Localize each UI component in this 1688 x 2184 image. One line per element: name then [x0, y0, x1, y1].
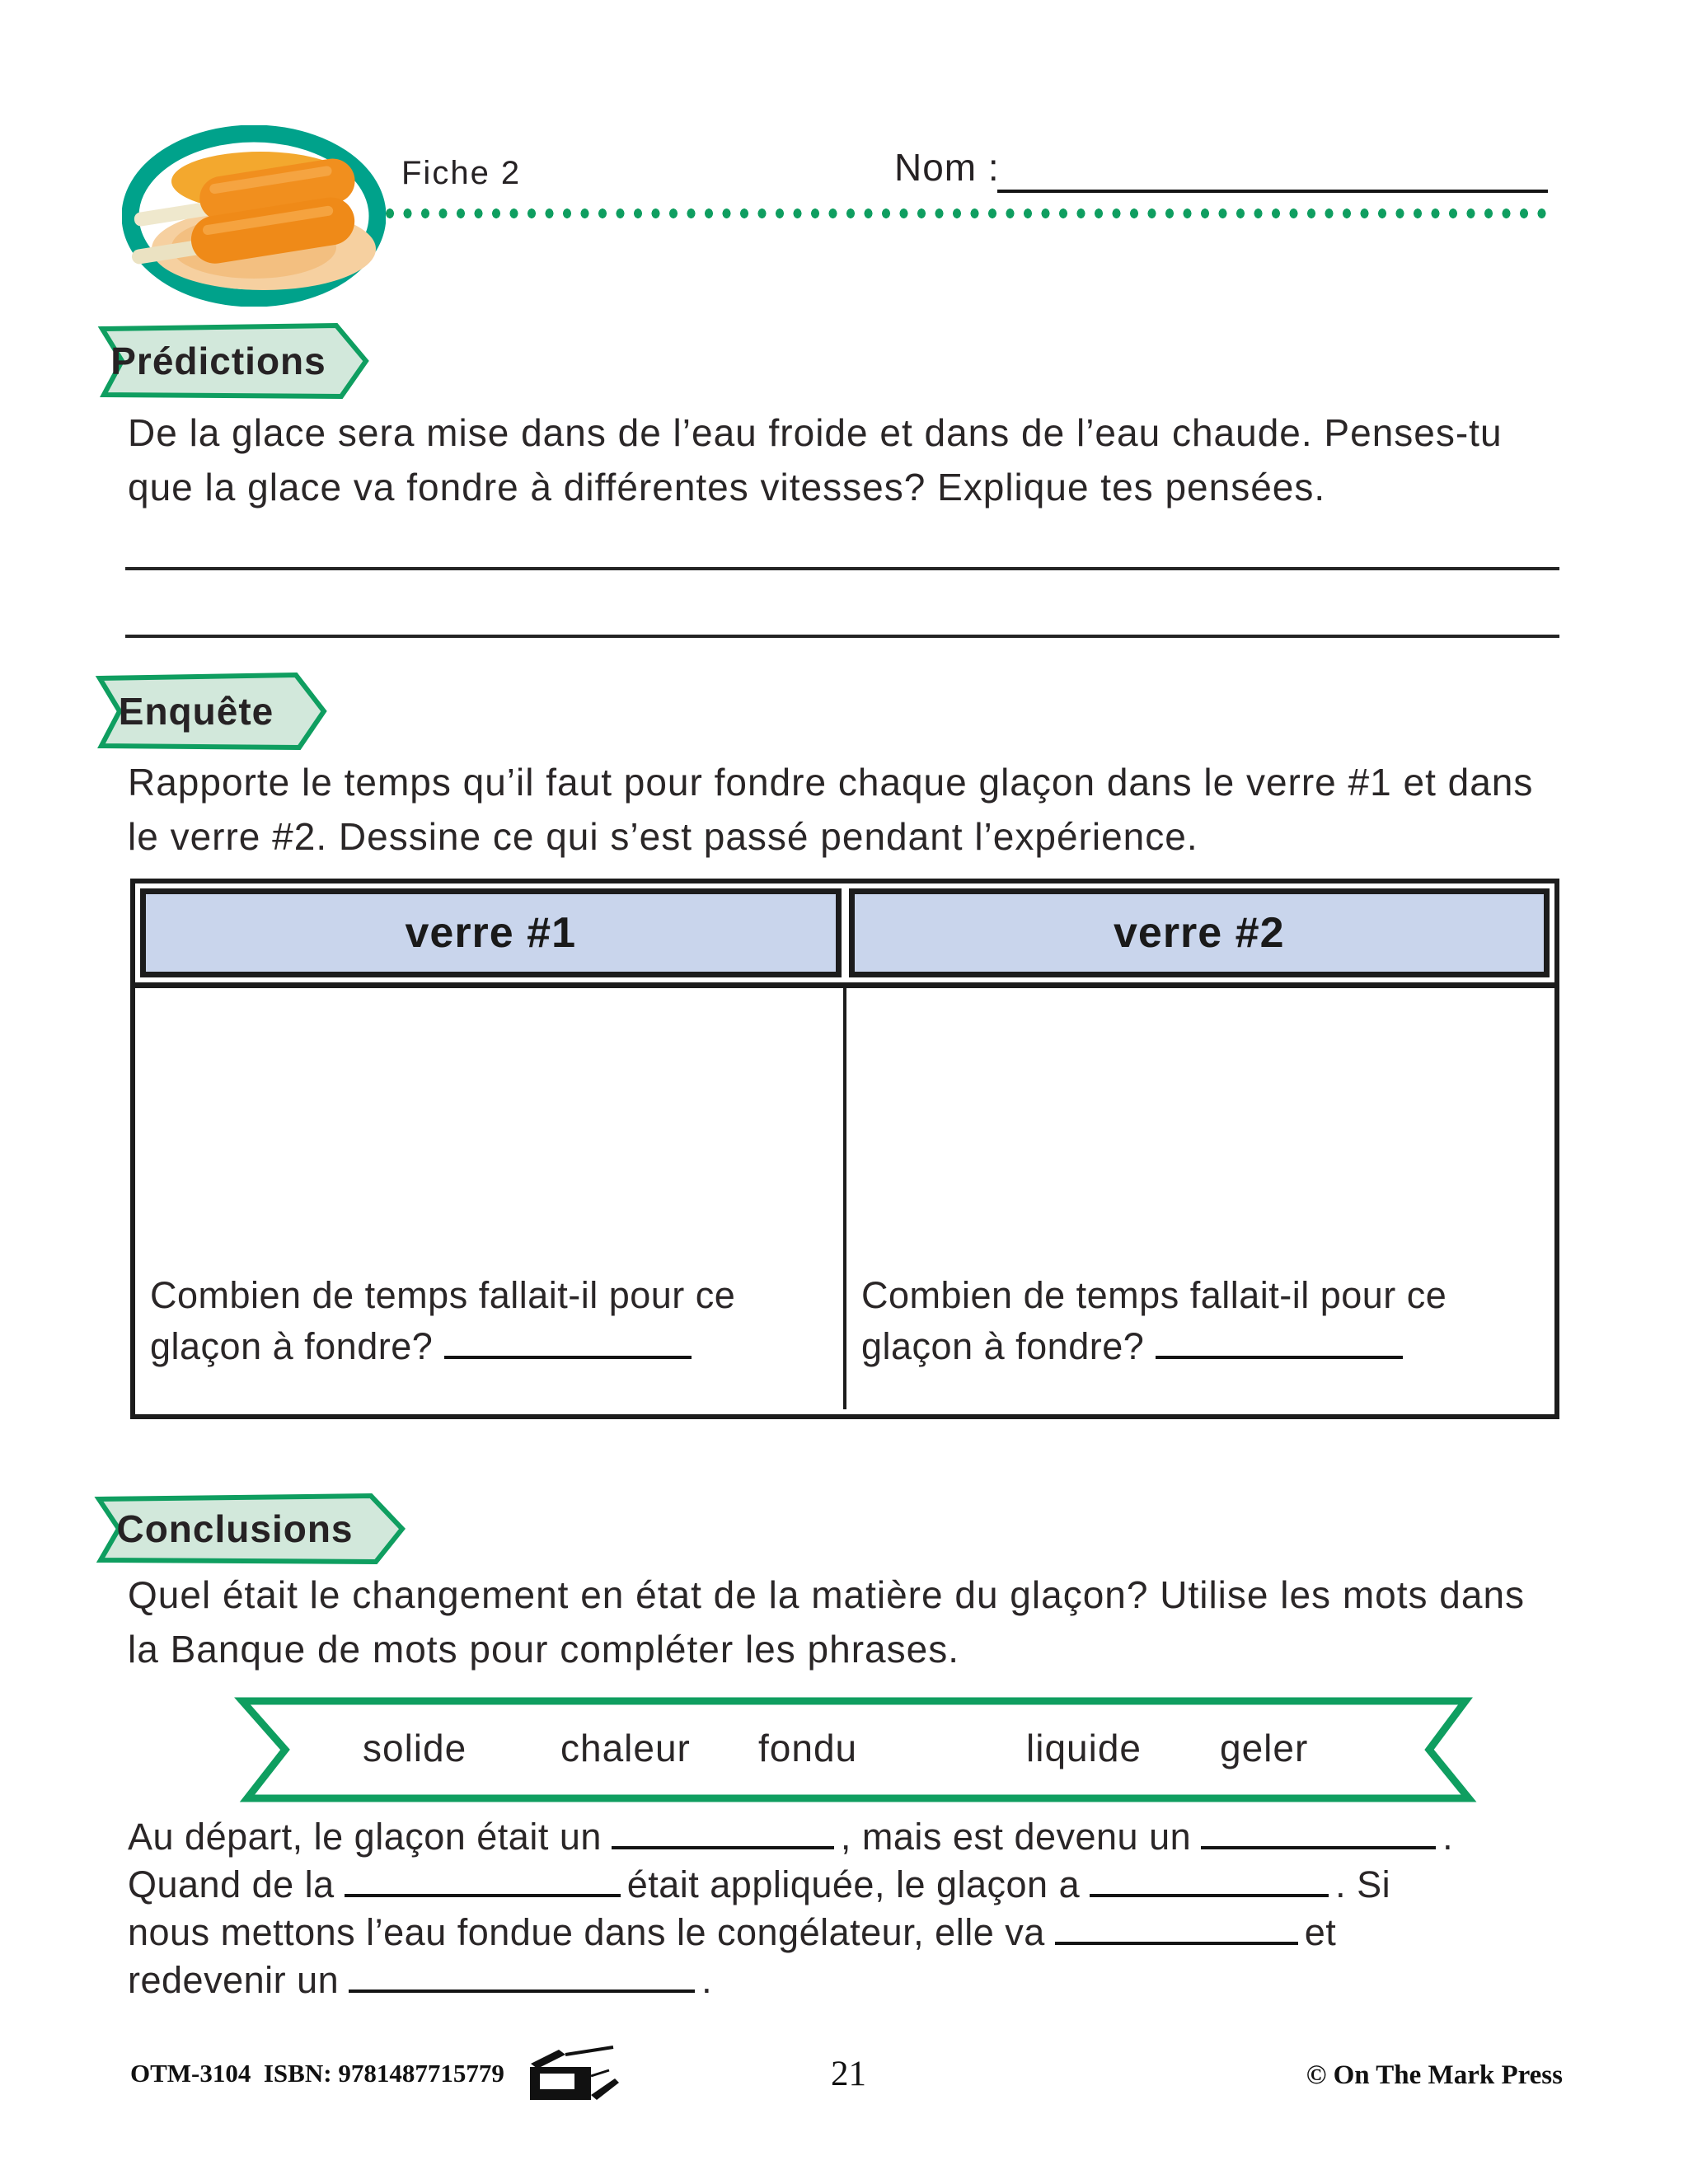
cloze-text: , mais est devenu un: [840, 1816, 1192, 1858]
cell-question: [150, 1270, 832, 1372]
cloze-line-3: [128, 1909, 1591, 1957]
fiche-number-label: Fiche 2: [401, 155, 522, 191]
time-blank-verre-2[interactable]: [1156, 1356, 1403, 1359]
cloze-text: nous mettons l’eau fondue dans le congélateur, elle va: [128, 1911, 1045, 1953]
conclusions-instructions: Quel était le changement en état de la matière du glaçon? Utilise les mots dans la Banque de mots pour compléter les phrases.: [128, 1573, 1526, 1671]
word-bank-word: geler: [1220, 1727, 1309, 1769]
word-bank-word: chaleur: [560, 1727, 691, 1769]
experiment-table: [130, 879, 1559, 1419]
table-row-separator: [135, 982, 1554, 988]
experiment-table-header-row: [135, 883, 1554, 977]
cloze-text: .: [701, 1959, 713, 2001]
response-line-2[interactable]: [125, 635, 1559, 638]
cloze-blank-2[interactable]: [1201, 1846, 1436, 1849]
cloze-text: était appliquée, le glaçon a: [626, 1863, 1081, 1905]
dotted-divider: [382, 207, 1552, 220]
cloze-blank-1[interactable]: [612, 1846, 834, 1849]
name-label: Nom :: [894, 146, 1000, 189]
cloze-text: Au départ, le glaçon était un: [128, 1816, 602, 1858]
cloze-blank-3[interactable]: [345, 1894, 621, 1897]
cloze-blank-5[interactable]: [1055, 1942, 1298, 1945]
enquete-banner: [93, 673, 327, 750]
predictions-title: Prédictions: [110, 340, 326, 382]
word-bank-word: fondu: [758, 1727, 858, 1769]
cloze-line-1: [128, 1813, 1591, 1861]
photocopier-icon: [528, 2046, 628, 2102]
predictions-banner: [96, 323, 369, 399]
experiment-table-body-row: [135, 988, 1554, 1409]
cell-question: [861, 1270, 1543, 1372]
fill-in-the-blanks: [128, 1813, 1591, 2004]
column-header-verre-2: verre #2: [849, 888, 1550, 977]
enquete-title: Enquête: [118, 690, 274, 733]
cloze-text: Quand de la: [128, 1863, 335, 1905]
cloze-blank-6[interactable]: [349, 1990, 695, 1993]
cloze-blank-4[interactable]: [1090, 1894, 1329, 1897]
response-line-1[interactable]: [125, 567, 1559, 570]
cloze-text: . Si: [1335, 1863, 1391, 1905]
cloze-text: redevenir un: [128, 1959, 340, 2001]
enquete-instructions: Rapporte le temps qu’il faut pour fondre chaque glaçon dans le verre #1 et dans le verre #2. Dessine ce qui s’est passé pendant l’expérience.: [128, 761, 1534, 858]
predictions-instructions: De la glace sera mise dans de l’eau froide et dans de l’eau chaude. Penses-tu que la glace va fondre à différentes vitesses? Explique tes pensées.: [128, 411, 1503, 509]
page-number: 21: [831, 2055, 866, 2093]
melting-popsicle-logo-icon: [122, 125, 386, 307]
name-write-line[interactable]: [997, 190, 1548, 193]
word-bank-word: liquide: [1026, 1727, 1142, 1769]
conclusions-title: Conclusions: [116, 1507, 354, 1550]
column-header-verre-1: verre #1: [140, 888, 842, 977]
time-blank-verre-1[interactable]: [444, 1356, 692, 1359]
word-bank: [231, 1694, 1477, 1805]
word-bank-word: solide: [363, 1727, 467, 1769]
cloze-text: et: [1304, 1911, 1337, 1953]
conclusions-banner: [92, 1493, 406, 1564]
drawing-cell-verre-1[interactable]: [135, 988, 843, 1409]
cloze-line-2: [128, 1861, 1591, 1909]
copyright-label: © On The Mark Press: [1306, 2060, 1563, 2090]
cloze-text: .: [1442, 1816, 1454, 1858]
drawing-cell-verre-2[interactable]: [843, 988, 1554, 1409]
cloze-line-4: [128, 1957, 1591, 2004]
cell-question-text: Combien de temps fallait-il pour ce glaçon à fondre?: [861, 1274, 1447, 1367]
cell-question-text: Combien de temps fallait-il pour ce glaçon à fondre?: [150, 1274, 736, 1367]
isbn-label: OTM-3104 ISBN: 9781487715779: [130, 2059, 504, 2088]
